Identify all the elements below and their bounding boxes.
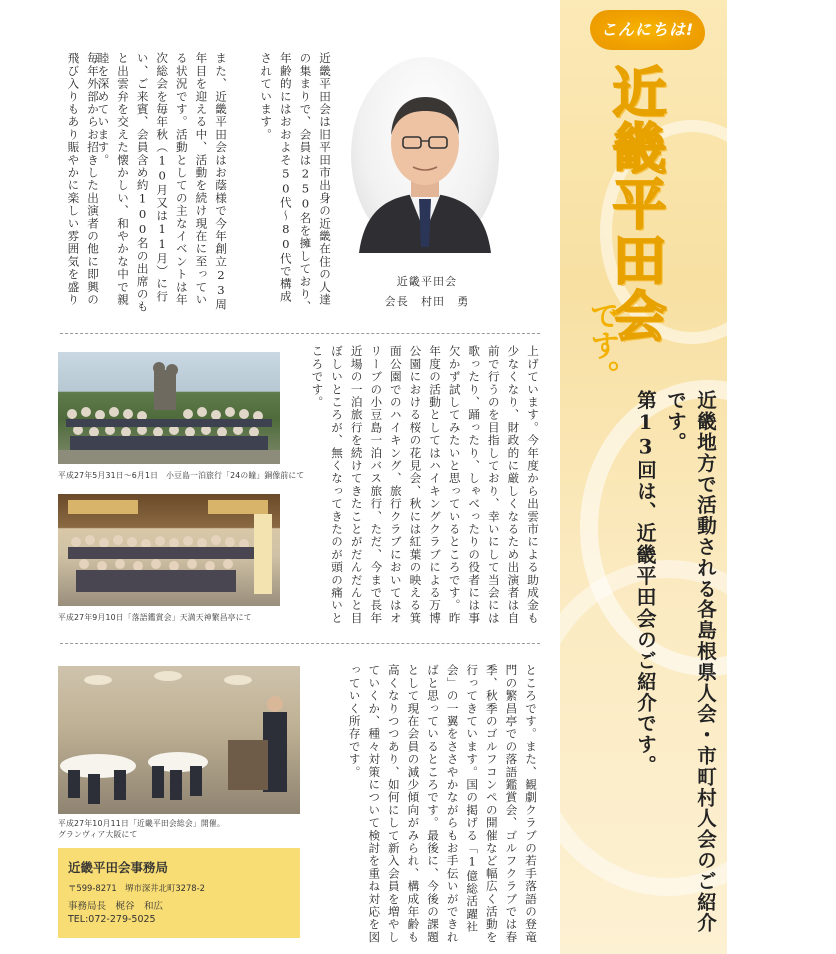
portrait-illustration [351,57,499,253]
article-paragraph-2: また、近畿平田会はお蔭様で今年創立23周年目を迎える中、活動を続け現在に至っている状況です。活動としての主なイベントは年次総会を毎年秋（10月又は11月）に行い、ご来賓、会員含め約100名の出席のもと出雲弁を交えた懐かしい、和やかな中で親睦を深めています。 [96,52,228,314]
intro-text [600,390,720,940]
office-info-box [58,848,300,938]
intro-line-2-prefix: 第13回は、 [634,390,657,523]
photo-group-statue [58,352,280,464]
article-paragraph-3: 毎年外部からお招きした出演者の他に即興の飛び入りもあり賑やかに楽しい雰囲気を盛り [66,52,100,306]
page-title: 近畿平田会 [604,64,667,344]
president-portrait [351,57,499,253]
photo-3-illustration [58,666,300,814]
photo-1-illustration [58,352,280,464]
divider [60,643,540,644]
intro-line-2-suffix: のご紹介です。 [634,629,657,776]
photo-2-caption: 平成27年9月10日「落語鑑賞会」天満天神繁昌亭にて [58,613,252,622]
office-person: 事務局長 梶谷 和広 [68,901,164,912]
photo-1-caption: 平成27年5月31日〜6月1日 小豆島一泊旅行「24の瞳」銅像前にて [58,471,305,480]
portrait-caption [352,272,502,312]
office-address: 〒599-8271 堺市深井北町3278-2 [68,883,205,893]
intro-line-2-bold: 近畿平田会 [633,522,657,630]
title-suffix: です。 [584,300,619,390]
office-title: 近畿平田会事務局 [68,860,169,875]
photo-general-meeting [58,666,300,814]
divider [60,333,540,334]
portrait-caption-org: 近畿平田会 [396,275,458,288]
photo-3-caption-line-1: 平成27年10月11日「近畿平田会総会」開催。 [58,819,225,828]
article-paragraph-4: 上げています。今年度から出雲市による助成金も少なくなり、財政的に厳しくなるため出演者は自前で行うのを目指しており、幸いにして当会には歌ったり、踊ったり、しゃべったりの役者には事欠かず試してみたいと思っているところです。昨年度の活動としてはハイキングクラブによる万博公園における桜の花見会、秋には紅葉の映える箕面公園でのハイキング、旅行クラブにおいてはオリーブの小豆島一泊バス旅行、ただ、今まで長年近場の一泊旅行を続けてきたことがだんだんと目ぼしいところが、無くなってきたのが頭の痛いところです。 [310,345,540,625]
article-paragraph-5: ところです。また、観劇クラブの若手落語の登竜門の繁昌亭での落語鑑賞会、ゴルフクラブでは春季、秋季のゴルフコンペの開催など幅広く活動を行ってきています。国の掲げる「1億総活躍社会」の一翼をささやかながらもお手伝いができればと思っているところです。最後に、今後の課題として現在会員の減少傾向がみられ、構成年齢も高くなりつつあり、如何にして新入会員を増やしていくか、種々対策について検討を重ね対応を図っていく所存です。 [347,664,538,944]
office-phone: TEL:072-279-5025 [68,914,156,925]
intro-line-1: 近畿地方で活動される各島根県人会・市町村人会のご紹介です。 [664,390,717,934]
article-paragraph-1: 近畿平田会は旧平田市出身の近畿在住の人達の集まりで、会員は250名を擁しており、年齢的にはおおよそ50代〜80代で構成されています。 [259,52,332,314]
photo-3-caption-line-2: グランヴィア大阪にて [58,830,138,839]
portrait-caption-role: 会長 村田 勇 [384,295,470,308]
greeting-badge: こんにちは! [590,10,705,50]
photo-group-rakugo [58,494,280,606]
photo-2-illustration [58,494,280,606]
